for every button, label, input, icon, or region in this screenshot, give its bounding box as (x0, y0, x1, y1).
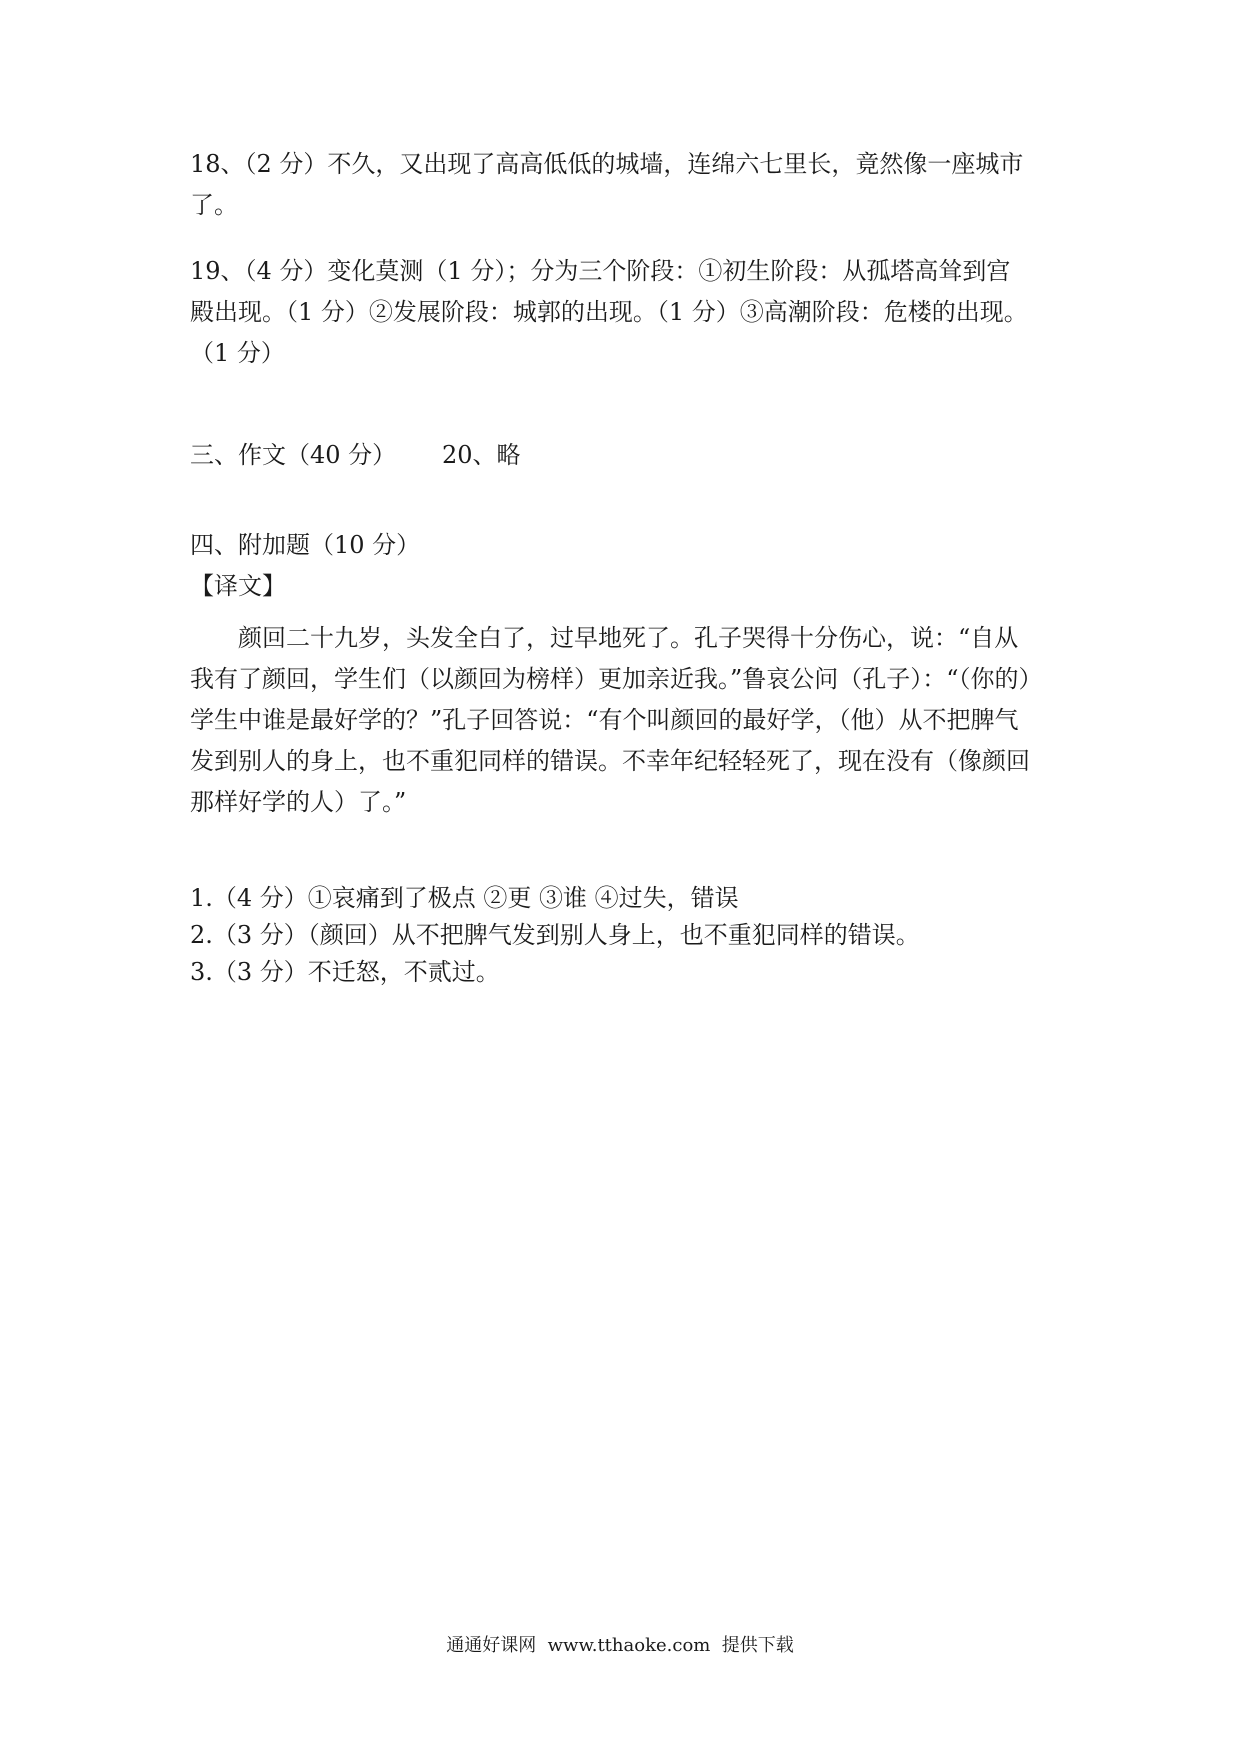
translation-line: 学生中谁是最好学的？”孔子回答说：“有个叫颜回的最好学，（他）从不把脾气 (190, 706, 1019, 734)
answer-19 (190, 251, 1060, 374)
answer-item: 1.（4 分）①哀痛到了极点 ②更 ③谁 ④过失，错误 (190, 884, 739, 912)
translation-line: 那样好学的人）了。” (190, 788, 407, 816)
translation-line: 发到别人的身上，也不重犯同样的错误。不幸年纪轻轻死了，现在没有（像颜回 (190, 747, 1030, 775)
translation-label: 【译文】 (190, 572, 286, 600)
answer-item: 2.（3 分）（颜回）从不把脾气发到别人身上，也不重犯同样的错误。 (190, 921, 920, 949)
translation-line: 颜回二十九岁，头发全白了，过早地死了。孔子哭得十分伤心，说：“自从 (238, 624, 1019, 652)
section-3-heading: 三、作文（40 分） 20、略 (190, 441, 521, 469)
translation-paragraph (190, 618, 1060, 823)
page-footer: 通通好课网 www.tthaoke.com 提供下载 (446, 1635, 794, 1656)
answer-19-line: 19、（4 分）变化莫测（1 分）；分为三个阶段：①初生阶段：从孤塔高耸到宫 (190, 257, 1011, 285)
answer-19-line: 殿出现。（1 分）②发展阶段：城郭的出现。（1 分）③高潮阶段：危楼的出现。 (190, 298, 1028, 326)
answer-18-line: 了。 (190, 191, 238, 219)
answer-18-line: 18、（2 分）不久，又出现了高高低低的城墙，连绵六七里长，竟然像一座城市 (190, 150, 1024, 178)
answer-item: 3.（3 分）不迁怒，不贰过。 (190, 958, 500, 986)
answers-list (190, 880, 1060, 991)
answer-19-line: （1 分） (190, 339, 285, 367)
section-4-heading: 四、附加题（10 分） (190, 531, 421, 559)
translation-line: 我有了颜回，学生们（以颜回为榜样）更加亲近我。”鲁哀公问（孔子）：“（你的） (190, 665, 1043, 693)
answer-18 (190, 144, 1060, 226)
